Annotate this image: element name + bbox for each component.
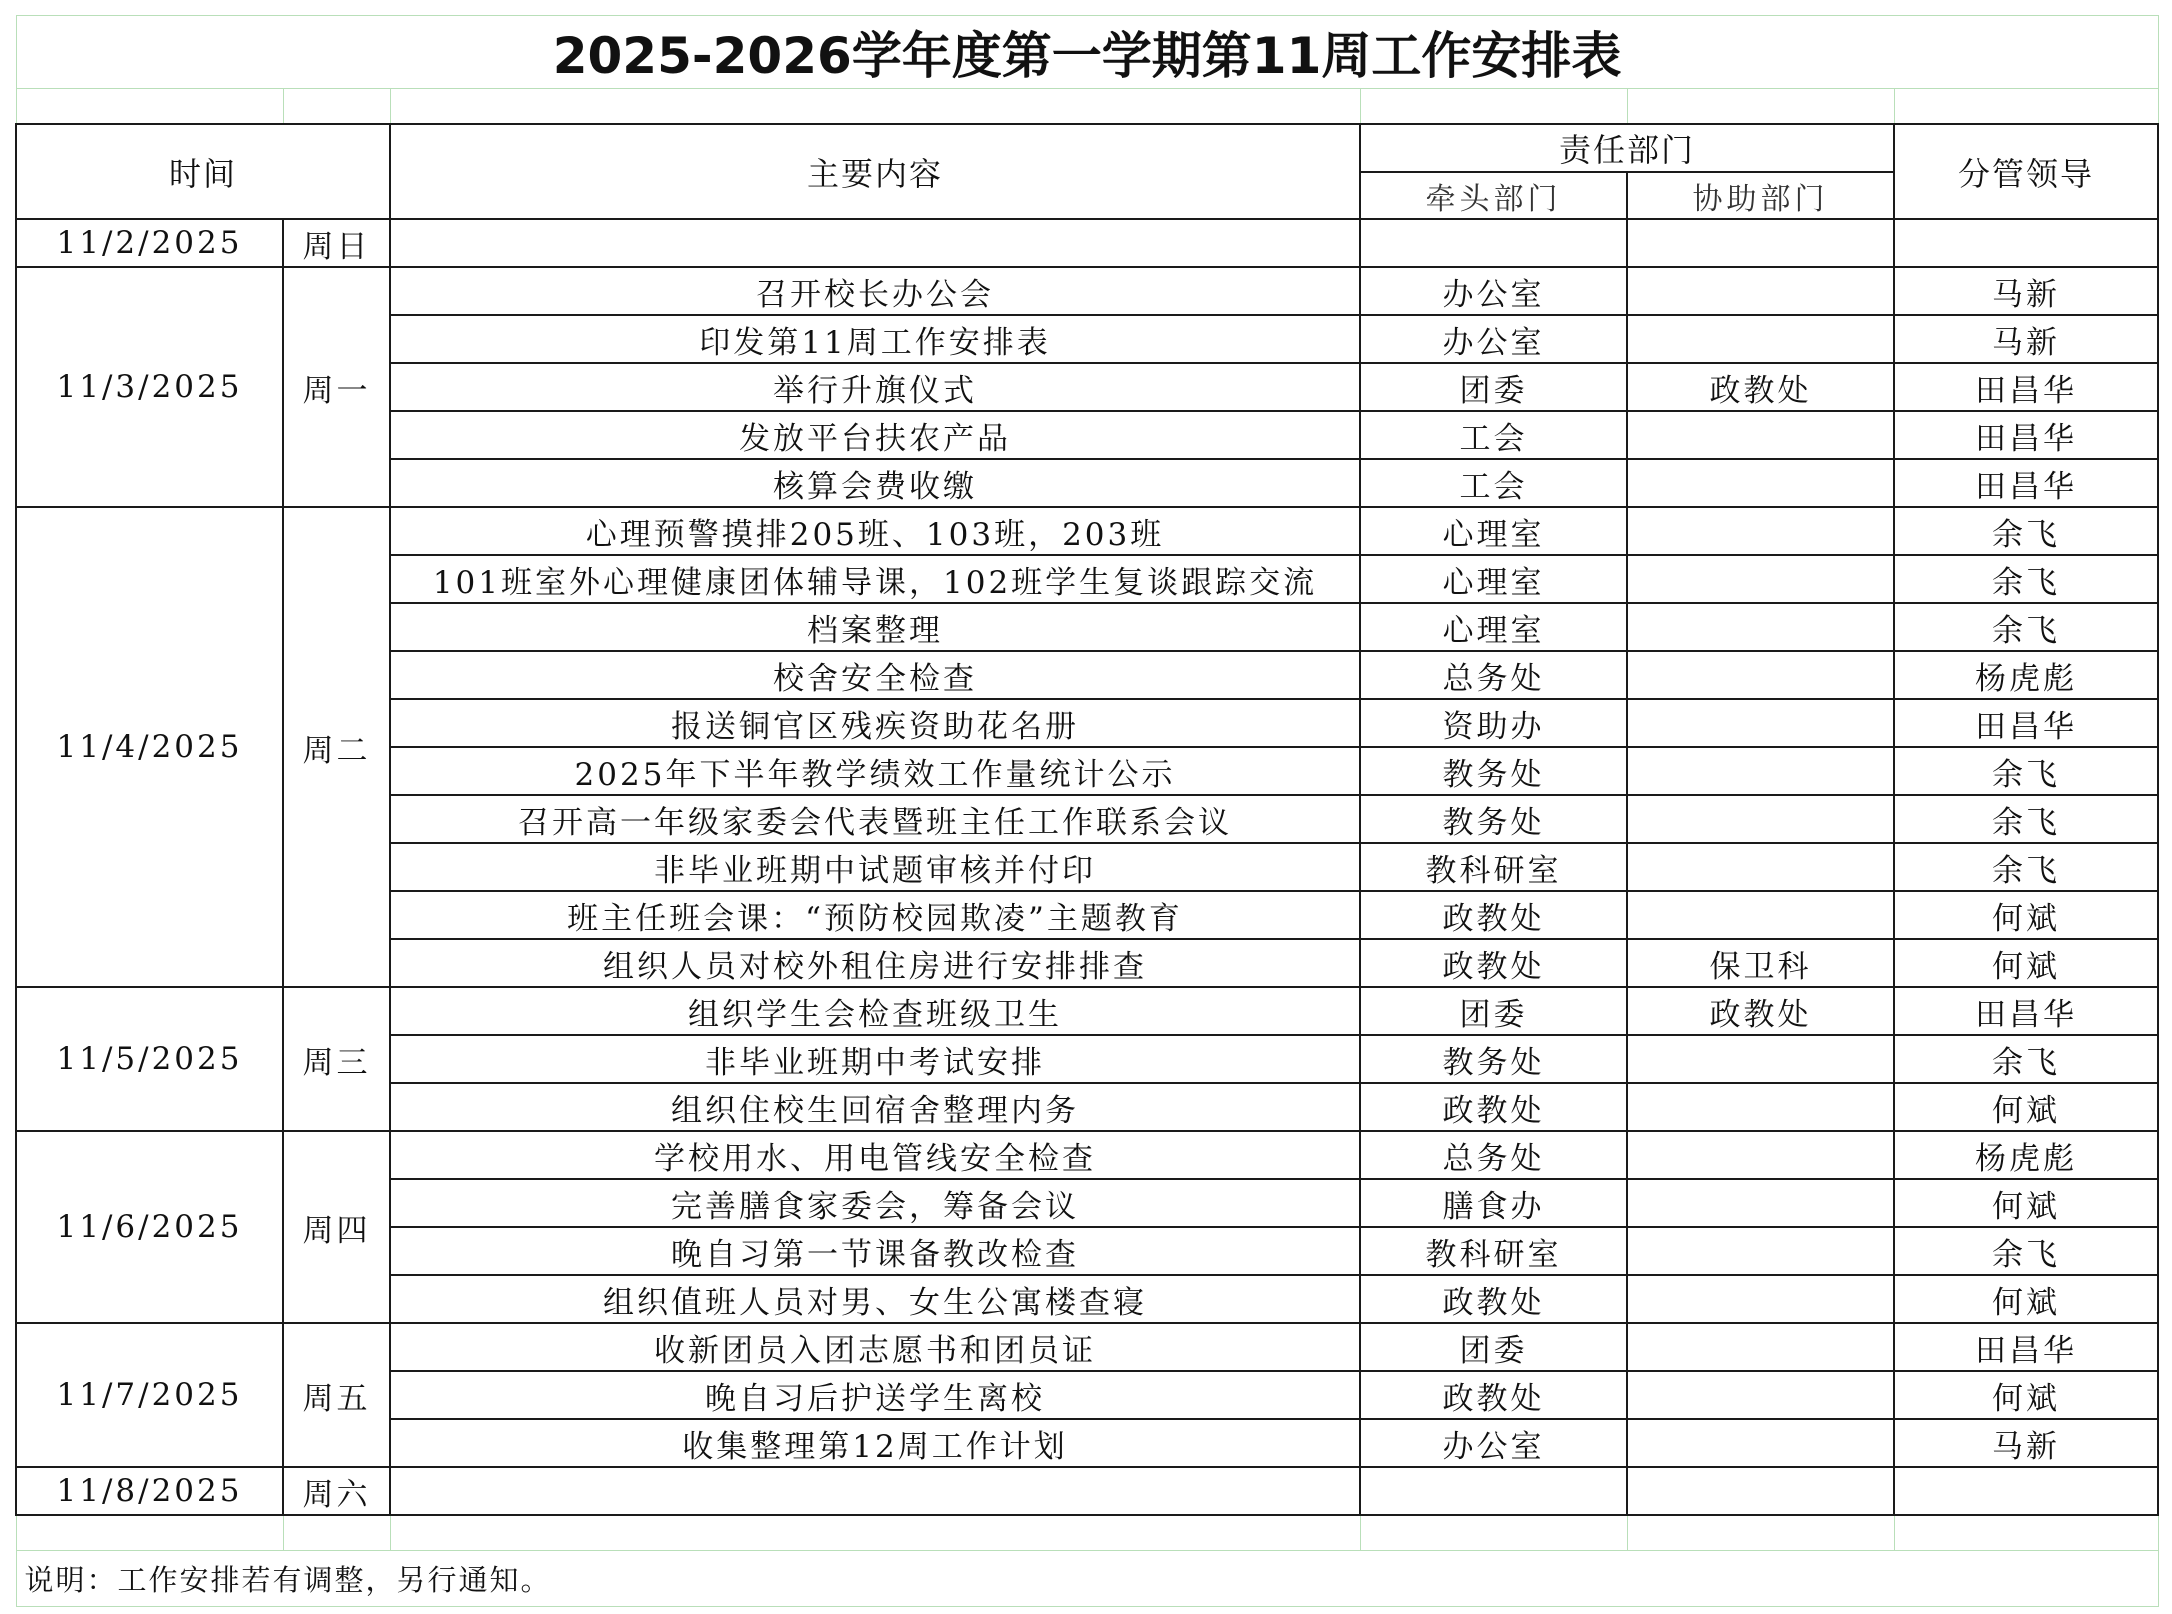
lead-dept-cell: 团委 <box>1360 987 1627 1035</box>
content-cell: 非毕业班期中试题审核并付印 <box>390 843 1360 891</box>
date-cell: 11/3/2025 <box>16 267 283 507</box>
weekday-cell: 周四 <box>283 1131 390 1323</box>
leader-cell <box>1894 1467 2158 1515</box>
weekday-cell: 周一 <box>283 267 390 507</box>
content-cell: 印发第11周工作安排表 <box>390 315 1360 363</box>
content-cell: 班主任班会课：“预防校园欺凌”主题教育 <box>390 891 1360 939</box>
leader-cell: 何斌 <box>1894 1275 2158 1323</box>
date-cell: 11/4/2025 <box>16 507 283 987</box>
assist-dept-cell <box>1627 219 1894 267</box>
leader-cell: 田昌华 <box>1894 987 2158 1035</box>
header-assist-dept: 协助部门 <box>1627 172 1894 219</box>
lead-dept-cell: 教务处 <box>1360 747 1627 795</box>
schedule-table <box>15 15 2159 1607</box>
content-cell: 101班室外心理健康团体辅导课，102班学生复谈跟踪交流 <box>390 555 1360 603</box>
leader-cell: 余飞 <box>1894 1035 2158 1083</box>
leader-cell: 马新 <box>1894 315 2158 363</box>
content-cell: 组织人员对校外租住房进行安排排查 <box>390 939 1360 987</box>
leader-cell: 马新 <box>1894 267 2158 315</box>
assist-dept-cell <box>1627 555 1894 603</box>
content-cell <box>390 1467 1360 1515</box>
assist-dept-cell: 保卫科 <box>1627 939 1894 987</box>
date-cell: 11/8/2025 <box>16 1467 283 1515</box>
lead-dept-cell: 办公室 <box>1360 1419 1627 1467</box>
date-cell: 11/5/2025 <box>16 987 283 1131</box>
lead-dept-cell: 总务处 <box>1360 651 1627 699</box>
leader-cell: 何斌 <box>1894 939 2158 987</box>
weekday-cell: 周三 <box>283 987 390 1131</box>
assist-dept-cell: 政教处 <box>1627 987 1894 1035</box>
leader-cell: 余飞 <box>1894 1227 2158 1275</box>
assist-dept-cell <box>1627 1227 1894 1275</box>
table-row <box>16 987 2158 1035</box>
content-cell: 2025年下半年教学绩效工作量统计公示 <box>390 747 1360 795</box>
assist-dept-cell <box>1627 1083 1894 1131</box>
leader-cell: 余飞 <box>1894 555 2158 603</box>
table-row <box>16 1323 2158 1371</box>
content-cell: 学校用水、用电管线安全检查 <box>390 1131 1360 1179</box>
table-row <box>16 267 2158 315</box>
leader-cell: 田昌华 <box>1894 1323 2158 1371</box>
leader-cell: 何斌 <box>1894 1371 2158 1419</box>
content-cell: 组织学生会检查班级卫生 <box>390 987 1360 1035</box>
content-cell: 收新团员入团志愿书和团员证 <box>390 1323 1360 1371</box>
assist-dept-cell <box>1627 1323 1894 1371</box>
leader-cell: 何斌 <box>1894 1083 2158 1131</box>
leader-cell: 田昌华 <box>1894 363 2158 411</box>
leader-cell: 田昌华 <box>1894 699 2158 747</box>
assist-dept-cell <box>1627 1131 1894 1179</box>
lead-dept-cell: 心理室 <box>1360 603 1627 651</box>
assist-dept-cell <box>1627 1179 1894 1227</box>
page-title: 2025-2026学年度第一学期第11周工作安排表 <box>16 16 2158 89</box>
header-leader: 分管领导 <box>1894 124 2158 219</box>
table-row <box>16 507 2158 555</box>
header-time: 时间 <box>16 124 390 219</box>
leader-cell: 田昌华 <box>1894 411 2158 459</box>
leader-cell: 田昌华 <box>1894 459 2158 507</box>
content-cell: 组织住校生回宿舍整理内务 <box>390 1083 1360 1131</box>
content-cell: 校舍安全检查 <box>390 651 1360 699</box>
header-lead-dept: 牵头部门 <box>1360 172 1627 219</box>
header-responsible-dept: 责任部门 <box>1360 124 1894 172</box>
lead-dept-cell <box>1360 219 1627 267</box>
assist-dept-cell <box>1627 1467 1894 1515</box>
header-content: 主要内容 <box>390 124 1360 219</box>
table-row <box>16 1131 2158 1179</box>
content-cell: 召开校长办公会 <box>390 267 1360 315</box>
date-cell: 11/2/2025 <box>16 219 283 267</box>
lead-dept-cell: 政教处 <box>1360 1371 1627 1419</box>
weekday-cell: 周二 <box>283 507 390 987</box>
content-cell: 召开高一年级家委会代表暨班主任工作联系会议 <box>390 795 1360 843</box>
content-cell: 档案整理 <box>390 603 1360 651</box>
leader-cell: 余飞 <box>1894 795 2158 843</box>
assist-dept-cell <box>1627 747 1894 795</box>
content-cell: 完善膳食家委会，筹备会议 <box>390 1179 1360 1227</box>
assist-dept-cell <box>1627 699 1894 747</box>
lead-dept-cell: 教科研室 <box>1360 843 1627 891</box>
leader-cell: 马新 <box>1894 1419 2158 1467</box>
lead-dept-cell: 团委 <box>1360 1323 1627 1371</box>
assist-dept-cell <box>1627 1275 1894 1323</box>
lead-dept-cell: 办公室 <box>1360 267 1627 315</box>
leader-cell: 余飞 <box>1894 603 2158 651</box>
weekday-cell: 周日 <box>283 219 390 267</box>
lead-dept-cell: 团委 <box>1360 363 1627 411</box>
content-cell <box>390 219 1360 267</box>
lead-dept-cell: 政教处 <box>1360 891 1627 939</box>
leader-cell <box>1894 219 2158 267</box>
leader-cell: 余飞 <box>1894 747 2158 795</box>
assist-dept-cell <box>1627 411 1894 459</box>
leader-cell: 何斌 <box>1894 891 2158 939</box>
table-row <box>16 219 2158 267</box>
assist-dept-cell <box>1627 843 1894 891</box>
lead-dept-cell: 总务处 <box>1360 1131 1627 1179</box>
leader-cell: 何斌 <box>1894 1179 2158 1227</box>
assist-dept-cell <box>1627 267 1894 315</box>
lead-dept-cell: 资助办 <box>1360 699 1627 747</box>
assist-dept-cell <box>1627 1419 1894 1467</box>
lead-dept-cell: 教科研室 <box>1360 1227 1627 1275</box>
weekday-cell: 周五 <box>283 1323 390 1467</box>
lead-dept-cell: 教务处 <box>1360 1035 1627 1083</box>
lead-dept-cell: 政教处 <box>1360 1083 1627 1131</box>
content-cell: 报送铜官区残疾资助花名册 <box>390 699 1360 747</box>
content-cell: 晚自习第一节课备教改检查 <box>390 1227 1360 1275</box>
assist-dept-cell <box>1627 1371 1894 1419</box>
lead-dept-cell <box>1360 1467 1627 1515</box>
lead-dept-cell: 教务处 <box>1360 795 1627 843</box>
assist-dept-cell <box>1627 459 1894 507</box>
leader-cell: 杨虎彪 <box>1894 651 2158 699</box>
date-cell: 11/7/2025 <box>16 1323 283 1467</box>
lead-dept-cell: 工会 <box>1360 459 1627 507</box>
assist-dept-cell <box>1627 891 1894 939</box>
content-cell: 组织值班人员对男、女生公寓楼查寝 <box>390 1275 1360 1323</box>
date-cell: 11/6/2025 <box>16 1131 283 1323</box>
content-cell: 收集整理第12周工作计划 <box>390 1419 1360 1467</box>
table-row <box>16 1467 2158 1515</box>
lead-dept-cell: 政教处 <box>1360 939 1627 987</box>
assist-dept-cell <box>1627 507 1894 555</box>
content-cell: 心理预警摸排205班、103班，203班 <box>390 507 1360 555</box>
weekday-cell: 周六 <box>283 1467 390 1515</box>
lead-dept-cell: 工会 <box>1360 411 1627 459</box>
assist-dept-cell <box>1627 603 1894 651</box>
content-cell: 晚自习后护送学生离校 <box>390 1371 1360 1419</box>
assist-dept-cell: 政教处 <box>1627 363 1894 411</box>
content-cell: 举行升旗仪式 <box>390 363 1360 411</box>
footnote: 说明：工作安排若有调整，另行通知。 <box>16 1551 2158 1607</box>
content-cell: 非毕业班期中考试安排 <box>390 1035 1360 1083</box>
content-cell: 核算会费收缴 <box>390 459 1360 507</box>
leader-cell: 余飞 <box>1894 507 2158 555</box>
lead-dept-cell: 心理室 <box>1360 507 1627 555</box>
lead-dept-cell: 政教处 <box>1360 1275 1627 1323</box>
lead-dept-cell: 心理室 <box>1360 555 1627 603</box>
lead-dept-cell: 膳食办 <box>1360 1179 1627 1227</box>
assist-dept-cell <box>1627 315 1894 363</box>
assist-dept-cell <box>1627 651 1894 699</box>
content-cell: 发放平台扶农产品 <box>390 411 1360 459</box>
lead-dept-cell: 办公室 <box>1360 315 1627 363</box>
assist-dept-cell <box>1627 795 1894 843</box>
leader-cell: 杨虎彪 <box>1894 1131 2158 1179</box>
leader-cell: 余飞 <box>1894 843 2158 891</box>
assist-dept-cell <box>1627 1035 1894 1083</box>
schedule-sheet <box>15 15 2157 1607</box>
